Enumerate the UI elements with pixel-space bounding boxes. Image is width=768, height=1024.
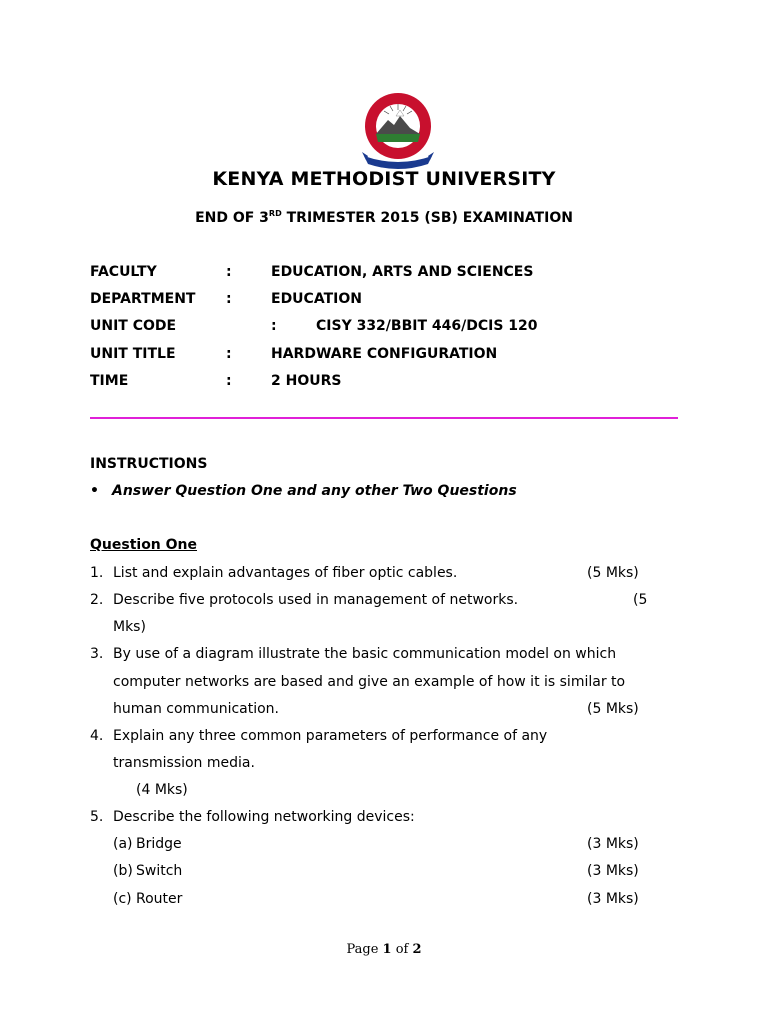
question-text: By use of a diagram illustrate the basic communication model on which — [113, 646, 617, 662]
info-colon: : — [226, 264, 232, 280]
question-marks: (3 Mks) — [587, 863, 639, 879]
question-text: transmission media. — [113, 755, 255, 771]
footer-page-word: Page — [346, 942, 383, 957]
question-text: human communication. — [113, 701, 280, 717]
exam-title — [0, 209, 768, 226]
sub-question-text: Router — [136, 891, 183, 907]
sub-question-text: Switch — [136, 863, 183, 879]
sub-question-letter: (c) — [113, 891, 132, 907]
info-colon: : — [226, 346, 232, 362]
question-marks: (5 Mks) — [587, 565, 639, 581]
exam-title-ordinal: RD — [268, 209, 282, 218]
question-number: 2. — [90, 592, 104, 608]
instruction-item — [90, 483, 517, 499]
info-label: UNIT CODE — [90, 318, 177, 334]
sub-question-letter: (a) — [113, 836, 133, 852]
info-label: TIME — [90, 373, 129, 389]
question-marks: (5 — [633, 592, 648, 608]
info-label: FACULTY — [90, 264, 157, 280]
info-colon: : — [226, 291, 232, 307]
exam-title-prefix: END OF 3 — [195, 210, 269, 226]
info-colon: : — [271, 318, 277, 334]
question-text: Mks) — [113, 619, 146, 635]
question-text: Describe five protocols used in management of networks. — [113, 592, 519, 608]
question-marks: (3 Mks) — [587, 836, 639, 852]
sub-question-text: Bridge — [136, 836, 182, 852]
question-text: List and explain advantages of fiber optic cables. — [113, 565, 458, 581]
instructions-heading: INSTRUCTIONS — [90, 456, 208, 472]
university-title: KENYA METHODIST UNIVERSITY — [212, 168, 556, 190]
info-value: HARDWARE CONFIGURATION — [271, 346, 498, 362]
university-crest-icon — [360, 90, 436, 172]
info-value: CISY 332/BBIT 446/DCIS 120 — [316, 318, 538, 334]
sub-question-letter: (b) — [113, 863, 133, 879]
question-number: 1. — [90, 565, 104, 581]
question-marks: (3 Mks) — [587, 891, 639, 907]
footer-total-pages: 2 — [412, 942, 422, 957]
question-text: Describe the following networking devices: — [113, 809, 415, 825]
instruction-text: Answer Question One and any other Two Questions — [112, 483, 517, 499]
exam-title-suffix: TRIMESTER 2015 (SB) EXAMINATION — [281, 210, 573, 226]
question-marks: (4 Mks) — [136, 782, 188, 798]
question-number: 4. — [90, 728, 104, 744]
info-label: DEPARTMENT — [90, 291, 196, 307]
info-value: EDUCATION — [271, 291, 362, 307]
question-number: 3. — [90, 646, 104, 662]
info-label: UNIT TITLE — [90, 346, 176, 362]
bullet-icon: • — [90, 483, 99, 499]
question-number: 5. — [90, 809, 104, 825]
question-marks: (5 Mks) — [587, 701, 639, 717]
info-value: EDUCATION, ARTS AND SCIENCES — [271, 264, 534, 280]
question-text: Explain any three common parameters of performance of any — [113, 728, 548, 744]
footer-current-page: 1 — [382, 942, 392, 957]
header-divider — [90, 417, 678, 419]
question-text: computer networks are based and give an example of how it is similar to — [113, 674, 626, 690]
footer-of-word: of — [391, 942, 413, 957]
page-footer — [0, 942, 768, 957]
info-value: 2 HOURS — [271, 373, 342, 389]
question-one-heading: Question One — [90, 537, 198, 553]
info-colon: : — [226, 373, 232, 389]
